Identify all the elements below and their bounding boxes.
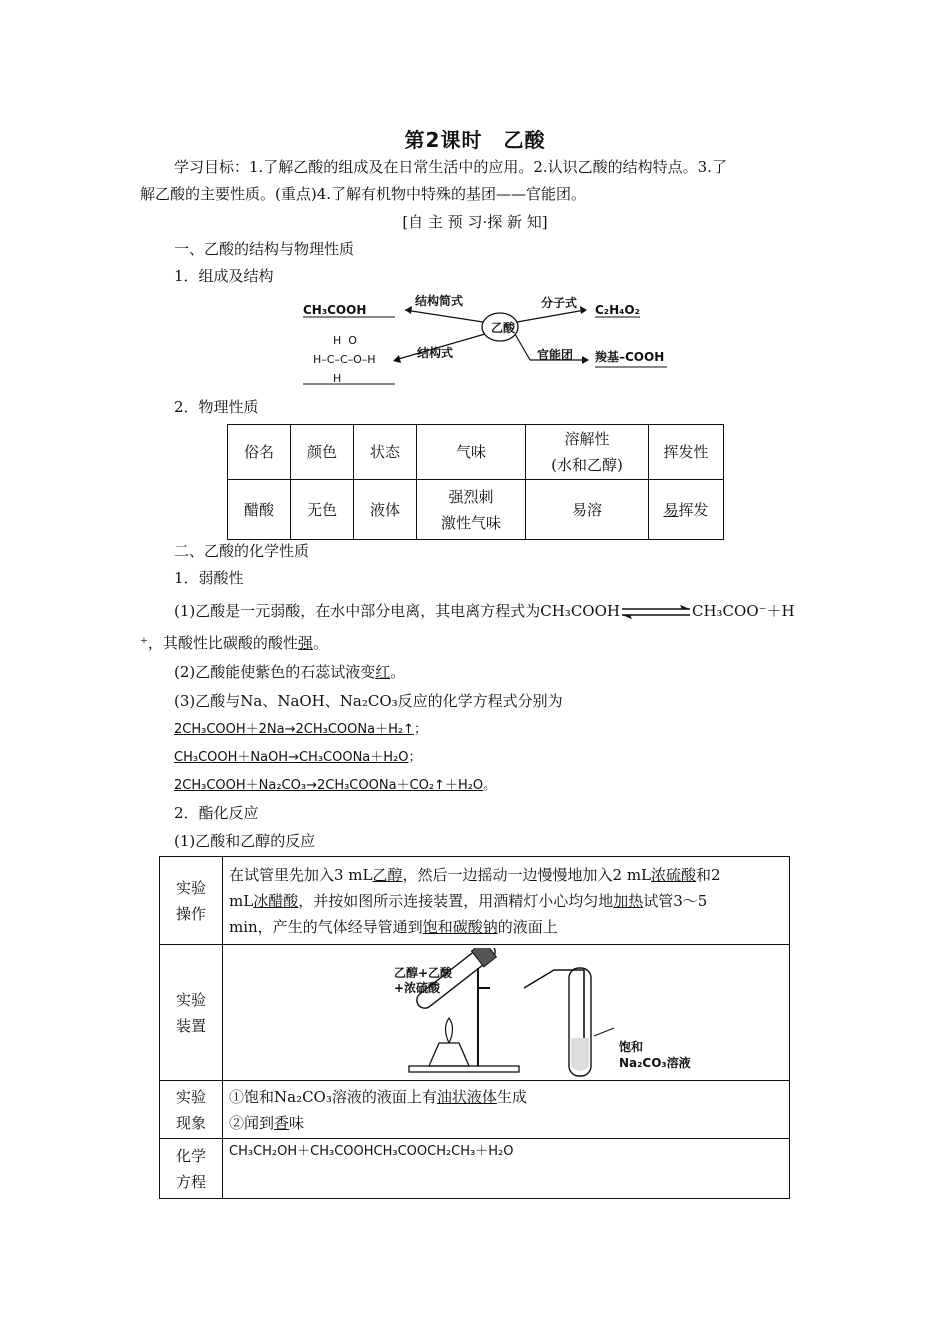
section-banner: [自 主 预 习·探 新 知] <box>402 213 548 231</box>
page-title: 第2课时 乙酸 <box>404 128 546 152</box>
apparatus-label-reagents: 乙醇+乙酸 <box>394 965 453 980</box>
table-row <box>160 1081 790 1139</box>
table-cell: 无色 <box>291 480 354 540</box>
diagram-simple-value: CH₃COOH <box>303 303 367 317</box>
label-observation: 实验现象 <box>160 1081 223 1139</box>
heading-sec1-2: 2．物理性质 <box>174 398 259 416</box>
diagram-simple-label: 结构简式 <box>415 294 464 308</box>
structure-diagram <box>295 292 685 392</box>
diagram-molecular-label: 分子式 <box>541 296 578 310</box>
header-cell: 颜色 <box>291 425 354 480</box>
header-cell: 俗名 <box>228 425 291 480</box>
diagram-molecular-value: C₂H₄O₂ <box>595 303 640 317</box>
table-row <box>228 480 724 540</box>
heading-sec2-2: 2．酯化反应 <box>174 804 259 822</box>
apparatus-label-saturated: 饱和 <box>619 1039 644 1054</box>
diagram-fg-value: 羧基–COOH <box>595 350 665 364</box>
header-cell: 气味 <box>417 425 526 480</box>
header-cell: 溶解性 (水和乙醇) <box>526 425 649 480</box>
diagram-center: 乙酸 <box>491 321 516 335</box>
acid-line1: (1)乙酸是一元弱酸，在水中部分电离，其电离方程式为CH₃COOH CH₃COO⁻＋H <box>174 602 795 620</box>
apparatus-label-na2co3: Na₂CO₃溶液 <box>619 1055 691 1070</box>
equation-na2co3: 2CH₃COOH＋Na₂CO₃→2CH₃COONa＋CO₂↑＋H₂O。 <box>174 778 497 793</box>
diagram-struct-label: 结构式 <box>417 346 454 360</box>
heading-sec1: 一、乙酸的结构与物理性质 <box>174 240 355 258</box>
apparatus-figure <box>224 948 784 1078</box>
equilibrium-arrow-icon <box>620 605 692 619</box>
table-cell: 易溶 <box>526 480 649 540</box>
equation-naoh: CH₃COOH＋NaOH→CH₃COONa＋H₂O； <box>174 750 422 765</box>
header-cell: 状态 <box>354 425 417 480</box>
objectives-line1: 学习目标：1.了解乙酸的组成及在日常生活中的应用。2.认识乙酸的结构特点。3.了 <box>174 158 727 176</box>
acid-line3: (2)乙酸能使紫色的石蕊试液变红。 <box>174 663 406 681</box>
objectives-line2: 解乙酸的主要性质。(重点)4.了解有机物中特殊的基团——官能团。 <box>140 185 587 203</box>
acid-line4: (3)乙酸与Na、NaOH、Na₂CO₃反应的化学方程式分别为 <box>174 692 563 710</box>
label-device: 实验装置 <box>160 945 223 1081</box>
table-cell: 液体 <box>354 480 417 540</box>
device-cell <box>223 945 790 1081</box>
table-cell: 易挥发 <box>649 480 724 540</box>
diagram-struct-mid: H–C–C–O–H <box>313 353 376 366</box>
table-row <box>228 425 724 480</box>
table-row <box>160 857 790 945</box>
table-cell: 醋酸 <box>228 480 291 540</box>
experiment-table <box>159 856 790 1199</box>
heading-sec2-2-1: (1)乙酸和乙醇的反应 <box>174 832 316 850</box>
apparatus-label-acid: +浓硫酸 <box>394 980 441 995</box>
header-cell: 挥发性 <box>649 425 724 480</box>
apparatus-drawing <box>224 948 784 1078</box>
diagram-struct-top: H O <box>333 334 357 347</box>
physical-properties-table <box>227 424 724 540</box>
heading-sec2-1: 1．弱酸性 <box>174 569 244 587</box>
table-cell: 强烈刺 激性气味 <box>417 480 526 540</box>
diagram-fg-label: 官能团 <box>537 348 574 362</box>
heading-sec1-1: 1．组成及结构 <box>174 267 274 285</box>
observation-text: ①饱和Na₂CO₃溶液的液面上有油状液体生成 ②闻到香味 <box>223 1081 790 1139</box>
table-row <box>160 1139 790 1199</box>
label-equation: 化学方程 <box>160 1139 223 1199</box>
table-row <box>160 945 790 1081</box>
label-operation: 实验操作 <box>160 857 223 945</box>
heading-sec2: 二、乙酸的化学性质 <box>174 542 310 560</box>
acid-line2: ⁺，其酸性比碳酸的酸性强。 <box>140 634 328 652</box>
diagram-struct-bot: H <box>333 372 342 385</box>
esterification-equation: CH₃CH₂OH＋CH₃COOHCH₃COOCH₂CH₃＋H₂O <box>223 1139 790 1199</box>
operation-text: 在试管里先加入3 mL乙醇，然后一边摇动一边慢慢地加入2 mL浓硫酸和2 mL冰醋酸，并按如图所示连接装置，用酒精灯小心均匀地加热试管3～5 min，产生的气体经导管通到饱和碳酸钠的液面上 <box>223 857 790 945</box>
equation-na: 2CH₃COOH＋2Na→2CH₃COONa＋H₂↑； <box>174 722 427 737</box>
